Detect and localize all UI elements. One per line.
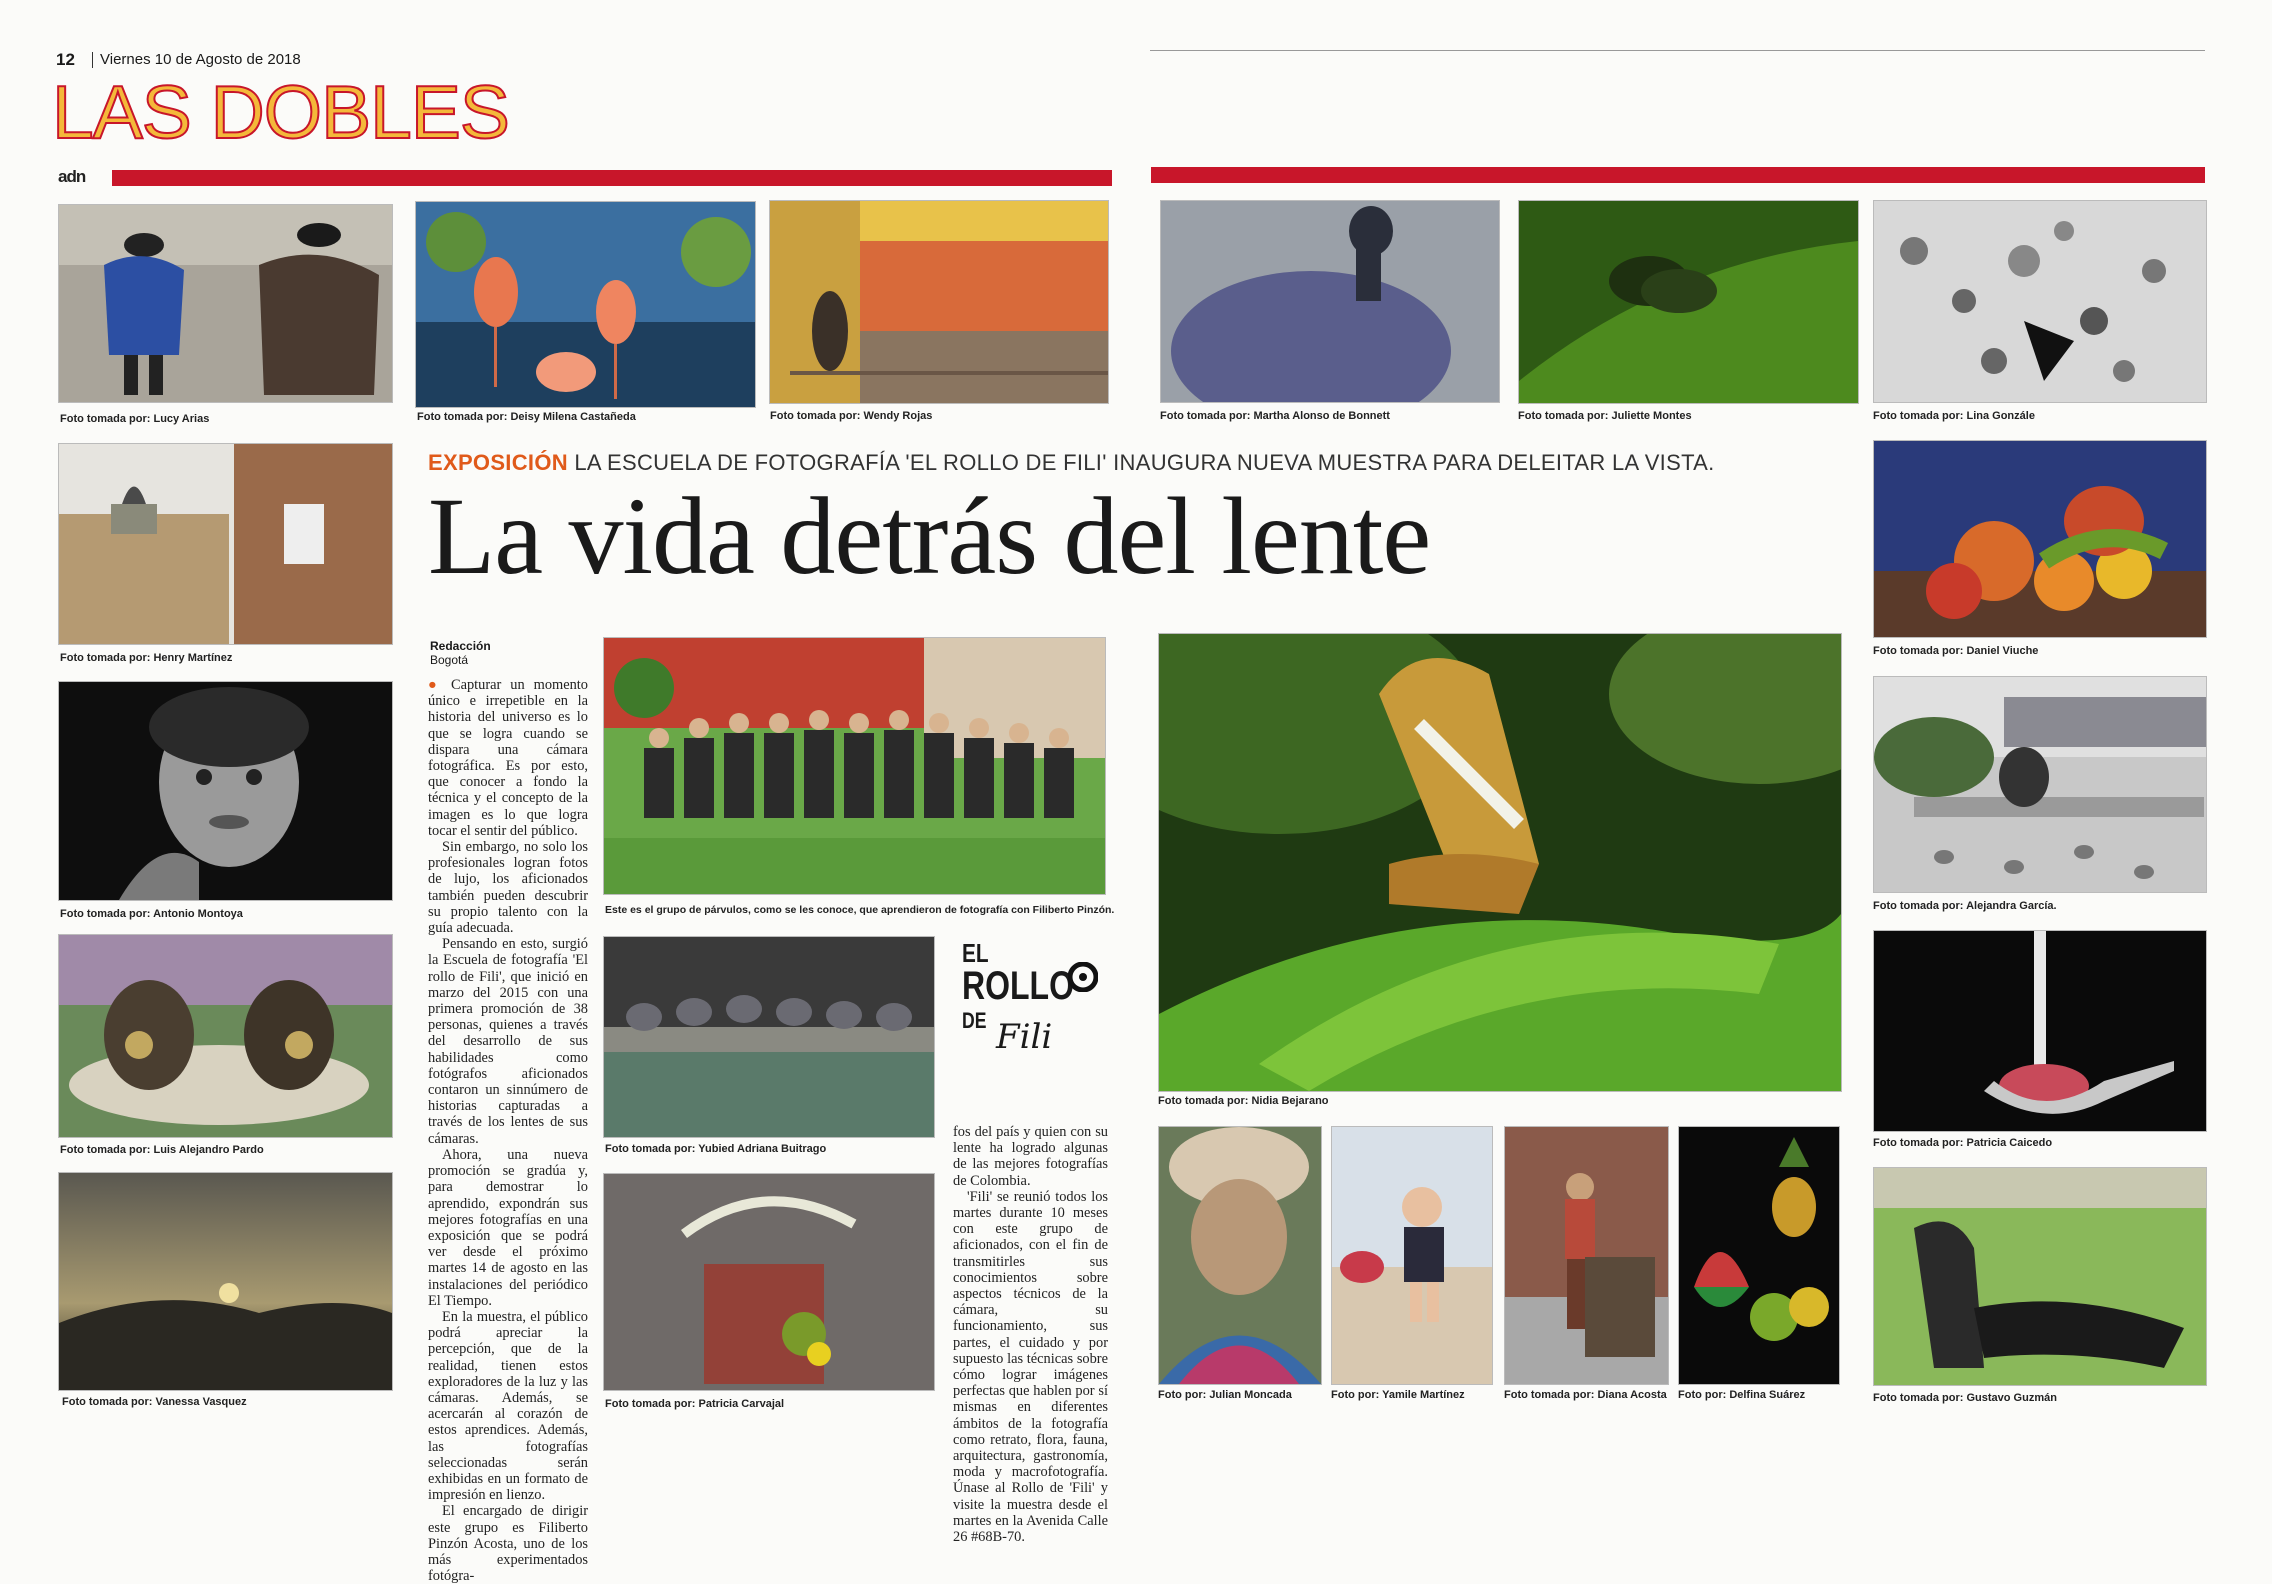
- photo-julian-moncada: [1158, 1126, 1322, 1385]
- paragraph: Ahora, una nueva promoción se gradúa y, para demostrar lo aprendido, expondrán sus mejores fotografías en una exposición que se podrá ver desde el próximo martes 14 de agosto en las instalaciones del periódico El Tiempo.: [428, 1146, 588, 1309]
- photo-diana-acosta: [1504, 1126, 1669, 1385]
- photo-wendy-rojas: [769, 200, 1109, 404]
- paragraph: Pensando en esto, surgió la Escuela de fotografía 'El rollo de Fili', que inició en marzo del 2015 con una primera promoción de 38 personas, quienes a través del desarrollo de sus habilidades como fotógrafos aficionados contaron un sinnúmero de historias capturadas a través de los lentes de sus cámaras.: [428, 936, 588, 1147]
- article-headline: La vida detrás del lente: [428, 475, 1431, 597]
- photo-gustavo-guzman: [1873, 1167, 2207, 1386]
- photo-martha-bonnett: [1160, 200, 1500, 403]
- photo-yamile-martinez: [1331, 1126, 1493, 1385]
- caption-henry-martinez: Foto tomada por: Henry Martínez: [60, 652, 233, 664]
- caption-yubied-buitrago: Foto tomada por: Yubied Adriana Buitrago: [605, 1143, 827, 1155]
- article-subtitle: LA ESCUELA DE FOTOGRAFÍA 'EL ROLLO DE FILI' INAUGURA NUEVA MUESTRA PARA DELEITAR LA VISTA.: [574, 450, 1715, 475]
- logo-line-4: Fili: [996, 1017, 1053, 1057]
- aperture-icon: [1068, 962, 1098, 992]
- caption-patricia-carvajal: Foto tomada por: Patricia Carvajal: [605, 1398, 785, 1410]
- photo-lina-gonzalez: [1873, 200, 2207, 403]
- paragraph: Capturar un momento único e irrepetible en la historia del universo es lo que se logra cuando se dispara una cámara fotográfica. Es por esto, que conocer a fondo la técnica y el concepto de la imagen es lo que logra tocar el sentir del público.: [428, 677, 588, 839]
- brand-logo: adn: [58, 167, 86, 186]
- photo-juliette-montes: [1518, 200, 1859, 404]
- logo-line-2: ROLLO: [962, 964, 1074, 1008]
- page-number: 12: [56, 50, 75, 69]
- caption-nidia-bejarano: Foto tomada por: Nidia Bejarano: [1158, 1095, 1329, 1107]
- caption-martha-bonnett: Foto tomada por: Martha Alonso de Bonnett: [1160, 410, 1390, 422]
- paragraph: 'Fili' se reunió todos los martes durante 10 meses con este grupo de aficionados, con el fin de transmitirles sus conocimientos sobre aspectos técnicos de la cámara, su funcionamiento, sus partes, el cuidado y por supuesto las técnicas sobre cómo lograr imágenes perfectas que hablen por sí mismas en diferentes ámbitos de la fotografía como retrato, flora, fauna, arquitectura, gastronomía, moda y macrofotografía. Únase al Rollo de 'Fili' y visite la muestra desde el martes en la Avenida Calle 26 #68B-70.: [953, 1188, 1108, 1546]
- section-title: LAS DOBLES: [52, 70, 509, 154]
- photo-patricia-caicedo: [1873, 930, 2207, 1132]
- photo-group-parvulos: [603, 637, 1106, 895]
- page-divider: [92, 52, 93, 68]
- photo-daniel-viuche: [1873, 440, 2207, 638]
- caption-daniel-viuche: Foto tomada por: Daniel Viuche: [1873, 645, 2039, 657]
- photo-alejandra-garcia: [1873, 676, 2207, 893]
- caption-diana-acosta: Foto tomada por: Diana Acosta: [1504, 1389, 1667, 1401]
- photo-luis-pardo: [58, 934, 393, 1138]
- caption-patricia-caicedo: Foto tomada por: Patricia Caicedo: [1873, 1137, 2053, 1149]
- article-subhead: [428, 450, 1715, 476]
- photo-henry-martinez: [58, 443, 393, 645]
- photo-lucy-arias: [58, 204, 393, 403]
- section-bar-left: [112, 170, 1112, 186]
- caption-antonio-montoya: Foto tomada por: Antonio Montoya: [60, 908, 243, 920]
- bullet-icon: ●: [428, 677, 451, 693]
- caption-luis-pardo: Foto tomada por: Luis Alejandro Pardo: [60, 1144, 264, 1156]
- article-byline: Redacción: [430, 639, 491, 653]
- caption-delfina-suarez: Foto por: Delfina Suárez: [1678, 1389, 1806, 1401]
- section-bar-right: [1151, 167, 2205, 183]
- page-date: Viernes 10 de Agosto de 2018: [100, 51, 301, 68]
- article-column-1: [428, 677, 588, 1584]
- photo-delfina-suarez: [1678, 1126, 1840, 1385]
- photo-vanessa-vasquez: [58, 1172, 393, 1391]
- caption-alejandra-garcia: Foto tomada por: Alejandra García.: [1873, 900, 2057, 912]
- caption-wendy-rojas: Foto tomada por: Wendy Rojas: [770, 410, 933, 422]
- caption-lina-gonzalez: Foto tomada por: Lina Gonzále: [1873, 410, 2035, 422]
- article-location: Bogotá: [430, 653, 469, 667]
- photo-patricia-carvajal: [603, 1173, 935, 1391]
- caption-gustavo-guzman: Foto tomada por: Gustavo Guzmán: [1873, 1392, 2057, 1404]
- header-rule-right: [1150, 50, 2205, 51]
- caption-lucy-arias: Foto tomada por: Lucy Arias: [60, 413, 210, 425]
- caption-yamile-martinez: Foto por: Yamile Martínez: [1331, 1389, 1465, 1401]
- paragraph: Sin embargo, no solo los profesionales logran fotos de lujo, los aficionados también pueden descubrir su propio talento con la guía adecuada.: [428, 839, 588, 937]
- caption-julian-moncada: Foto por: Julian Moncada: [1158, 1389, 1292, 1401]
- paragraph: En la muestra, el público podrá apreciar la percepción, que de la realidad, tienen estos exploradores de la luz y las cámaras. Además, se acercarán al corazón de estos aprendices. Además, las fotografías seleccionadas serán exhibidas en un formato de impresión en lienzo.: [428, 1308, 588, 1504]
- logo-line-1: EL: [962, 938, 989, 968]
- photo-deisy-castaneda: [415, 201, 756, 408]
- photo-yubied-buitrago: [603, 936, 935, 1138]
- paragraph: El encargado de dirigir este grupo es Filiberto Pinzón Acosta, uno de los más experimentados fotógra-: [428, 1503, 588, 1584]
- photo-antonio-montoya: [58, 681, 393, 901]
- caption-juliette-montes: Foto tomada por: Juliette Montes: [1518, 410, 1692, 422]
- el-rollo-de-fili-logo: [962, 940, 1102, 1060]
- article-kicker: EXPOSICIÓN: [428, 450, 568, 475]
- logo-line-3: DE: [962, 1008, 987, 1033]
- caption-vanessa-vasquez: Foto tomada por: Vanessa Vasquez: [62, 1396, 247, 1408]
- paragraph: fos del país y quien con su lente ha logrado algunas de las mejores fotografías de Colombia.: [953, 1124, 1108, 1189]
- caption-group-parvulos: Este es el grupo de párvulos, como se les conoce, que aprendieron de fotografía con Filiberto Pinzón.: [605, 904, 1115, 916]
- photo-nidia-bejarano: [1158, 633, 1842, 1092]
- article-column-2: [953, 1124, 1108, 1545]
- caption-deisy-castaneda: Foto tomada por: Deisy Milena Castañeda: [417, 411, 636, 423]
